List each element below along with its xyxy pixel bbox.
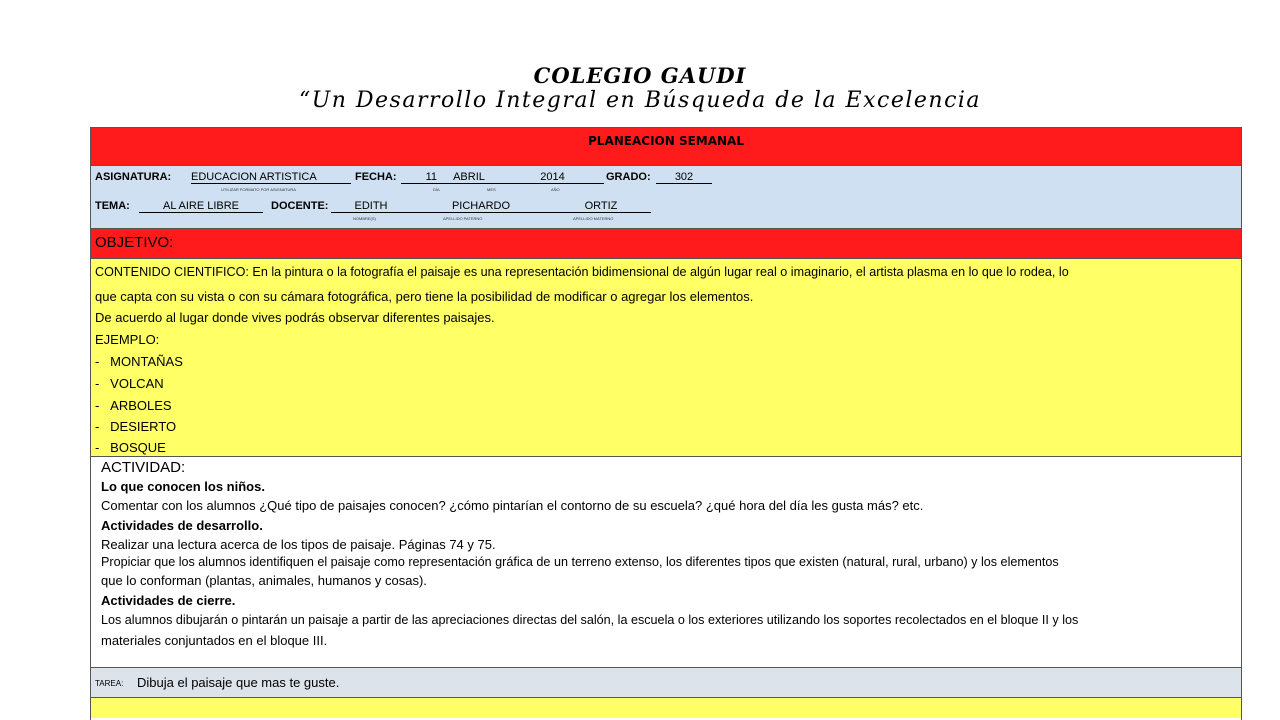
- fecha-label: FECHA:: [355, 171, 397, 183]
- info-row: [91, 166, 1241, 229]
- ejemplo-label: EJEMPLO:: [95, 332, 160, 347]
- asignatura-value: EDUCACION ARTISTICA: [191, 171, 351, 184]
- tema-value: AL AIRE LIBRE: [139, 200, 263, 213]
- school-name: COLEGIO GAUDI: [533, 63, 747, 88]
- docente-label: DOCENTE:: [271, 200, 329, 212]
- tarea-text: Dibuja el paisaje que mas te guste.: [137, 675, 340, 690]
- actividad-heading-3: Actividades de cierre.: [101, 593, 236, 608]
- hint-anio: AÑO: [551, 187, 560, 192]
- ejemplo-item: - MONTAÑAS: [95, 354, 183, 369]
- actividad-text-4a: Los alumnos dibujarán o pintarán un paisaje a partir de las apreciaciones directas del salón, la escuela o los exteriores utilizando los soportes recolectados en el bloque II y los: [101, 613, 1079, 627]
- actividad-text-3b: que lo conforman (plantas, animales, humanos y cosas).: [101, 573, 427, 588]
- ejemplo-item: - DESIERTO: [95, 419, 177, 434]
- grado-label: GRADO:: [606, 171, 651, 183]
- actividad-text-4b: materiales conjuntados en el bloque III.: [101, 633, 328, 648]
- actividad-row: [91, 457, 1241, 668]
- actividad-heading-1: Lo que conocen los niños.: [101, 479, 265, 494]
- table-title: PLANEACION SEMANAL: [588, 134, 744, 148]
- actividad-label: ACTIVIDAD:: [101, 459, 186, 476]
- fecha-dia: 11: [401, 171, 437, 184]
- hint-mes: MES: [487, 187, 496, 192]
- tarea-row: [91, 668, 1241, 698]
- ejemplo-item: - VOLCAN: [95, 376, 164, 391]
- tarea-label: TAREA:: [95, 679, 124, 688]
- hint-paterno: APELLIDO PATERNO: [443, 216, 483, 221]
- objetivo-row: [91, 229, 1241, 259]
- docente-materno: ORTIZ: [551, 200, 651, 213]
- objetivo-label: OBJETIVO:: [95, 234, 174, 251]
- tema-label: TEMA:: [95, 200, 130, 212]
- fecha-mes: ABRIL: [437, 171, 501, 184]
- footer-row: [91, 698, 1241, 718]
- hint-nombre: NOMBRE(S): [353, 216, 376, 221]
- actividad-text-3a: Propiciar que los alumnos identifiquen el paisaje como representación gráfica de un terreno extenso, los diferentes tipos que existen (natural, rural, urbano) y los elementos: [101, 555, 1059, 569]
- hint-asignatura: UTILIZAR FORMATO POR ASIGNATURA: [221, 187, 296, 192]
- hint-dia: DÍA: [433, 187, 440, 192]
- asignatura-label: ASIGNATURA:: [95, 171, 172, 183]
- hint-materno: APELLIDO MATERNO: [573, 216, 614, 221]
- actividad-heading-2: Actividades de desarrollo.: [101, 518, 263, 533]
- fecha-anio: 2014: [501, 171, 604, 184]
- contenido-line-3: De acuerdo al lugar donde vives podrás observar diferentes paisajes.: [95, 310, 495, 325]
- school-motto: “Un Desarrollo Integral en Búsqueda de la Excelencia: [298, 88, 982, 113]
- ejemplo-item: - BOSQUE: [95, 440, 166, 455]
- docente-paterno: PICHARDO: [411, 200, 551, 213]
- planning-table: [90, 127, 1242, 720]
- contenido-line-1: CONTENIDO CIENTIFICO: En la pintura o la fotografía el paisaje es una representación bidimensional de algún lugar real o imaginario, el artista plasma en lo que lo rodea, lo: [95, 265, 1069, 279]
- actividad-text-1: Comentar con los alumnos ¿Qué tipo de paisajes conocen? ¿cómo pintarían el contorno de su escuela? ¿qué hora del día les gusta más? etc.: [101, 498, 924, 513]
- title-row: [91, 127, 1241, 166]
- ejemplo-item: - ARBOLES: [95, 398, 172, 413]
- contenido-row: [91, 259, 1241, 457]
- actividad-text-2: Realizar una lectura acerca de los tipos de paisaje. Páginas 74 y 75.: [101, 537, 496, 552]
- grado-value: 302: [656, 171, 712, 184]
- docente-nombre: EDITH: [331, 200, 411, 213]
- contenido-line-2: que capta con su vista o con su cámara fotográfica, pero tiene la posibilidad de modificar o agregar los elementos.: [95, 289, 754, 304]
